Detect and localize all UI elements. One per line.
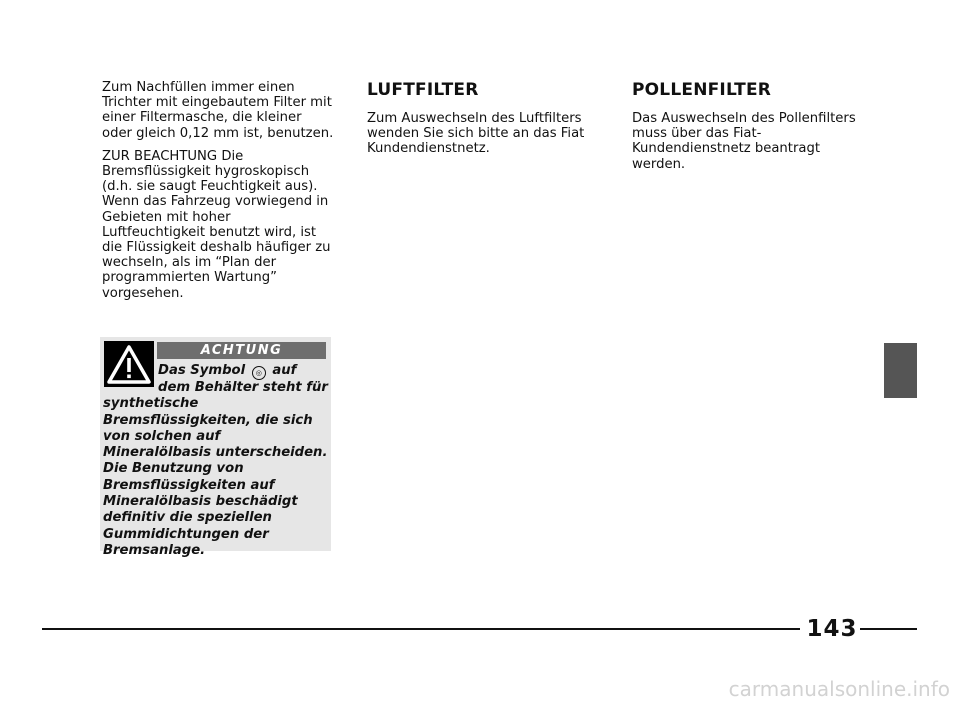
warning-text-rest: auf dem Behälter steht für synthetische Bremsflüssigkeiten, die sich von solchen auf Mineralölbasis unterscheiden. Die Benutzung von Bremsflüssigkeiten auf Mineralölbasis beschädigt definitiv die speziellen Gummidichtungen der Bremsanlage. [103, 363, 328, 558]
left-column [102, 80, 334, 309]
footer-rule-left [42, 628, 800, 630]
warning-text-start: Das Symbol [158, 363, 246, 378]
pollenfilter-heading: POLLENFILTER [632, 80, 772, 100]
refill-paragraph: Zum Nachfüllen immer einen Trichter mit eingebautem Filter mit einer Filtermasche, die kleiner oder gleich 0,12 mm ist, benutzen. [102, 80, 334, 141]
warning-box [100, 337, 331, 558]
note-paragraph: ZUR BEACHTUNG Die Bremsflüssigkeit hygroskopisch (d.h. sie saugt Feuchtigkeit aus). Wenn das Fahrzeug vorwiegend in Gebieten mit hoher Luftfeuchtigkeit benutzt wird, ist die Flüssigkeit deshalb häufiger zu wechseln, als im “Plan der programmierten Wartung” vorgesehen. [102, 148, 331, 301]
luftfilter-heading: LUFTFILTER [367, 80, 479, 100]
middle-column [367, 80, 592, 165]
right-column [632, 80, 872, 180]
synthetic-fluid-symbol-icon: ◎ [252, 366, 266, 380]
warning-text [103, 363, 328, 559]
footer-rule-right [860, 628, 917, 630]
section-tab [884, 343, 917, 398]
page-number: 143 [806, 616, 858, 642]
watermark: carmanualsonline.info [728, 677, 950, 701]
luftfilter-paragraph: Zum Auswechseln des Luftfilters wenden Sie sich bitte an das Fiat Kundendienstnetz. [367, 111, 585, 157]
pollenfilter-paragraph: Das Auswechseln des Pollenfilters muss über das Fiat-Kundendienstnetz beantragt werden. [632, 111, 856, 172]
warning-title: ACHTUNG [157, 342, 326, 359]
